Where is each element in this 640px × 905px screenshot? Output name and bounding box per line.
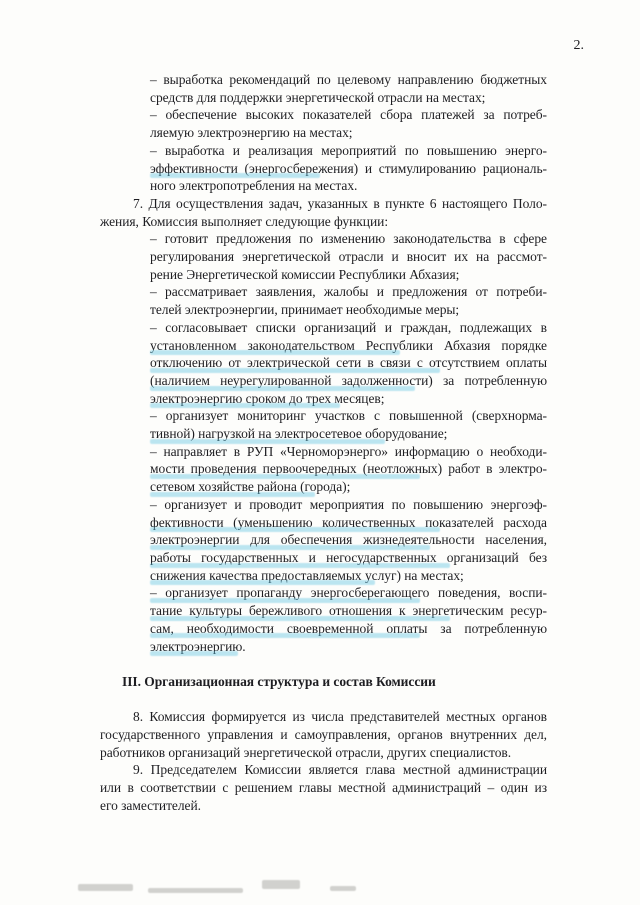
numbered-paragraph [100, 761, 547, 814]
numbered-paragraph [100, 708, 547, 761]
list-item [150, 319, 547, 408]
text-line: (наличием неурегулированной задолженности) за потребленную [150, 372, 547, 388]
text-line: работы государственных и негосударственных организаций без [150, 549, 547, 565]
text-line: рение Энергетической комиссии Республики Абхазия; [150, 266, 460, 282]
text-line: его заместителей. [100, 797, 202, 813]
text-line: фективности (уменьшению количественных показателей расхода [150, 514, 547, 530]
text-line: государственного управления и самоуправления, органов внутренних дел, [100, 726, 547, 742]
text-line: электроэнергию сроком до трех месяцев; [150, 390, 385, 406]
text-line: сетевом хозяйстве района (города); [150, 479, 351, 495]
page-number: 2. [573, 38, 584, 53]
text-line: эффективности (энергосбережения) и стимулированию рациональ- [150, 160, 547, 176]
document-body [100, 71, 547, 815]
scan-artifact [78, 884, 133, 891]
text-line: тание культуры бережливого отношения к энергетическим ресур- [150, 603, 547, 619]
list-item [150, 71, 547, 106]
text-line: – готовит предложения по изменению законодательства в сфере [150, 231, 547, 247]
list-item [150, 142, 547, 195]
text-line: или в соответствии с решением главы местной администраций – один из [100, 780, 547, 796]
text-line: сам, необходимости своевременной оплаты за потребленную [150, 620, 547, 636]
text-line: – рассматривает заявления, жалобы и предложения от потреби- [150, 284, 547, 300]
text-line: ляемую электроэнергию на местах; [150, 125, 353, 141]
text-line: – выработка рекомендаций по целевому направлению бюджетных [150, 72, 547, 87]
scan-artifact [262, 880, 300, 889]
scan-artifact [330, 886, 356, 891]
text-line: 8. Комиссия формируется из числа представителей местных органов [133, 709, 547, 725]
scan-artifact [148, 888, 243, 893]
text-line: мости проведения первоочередных (неотложных) работ в электро- [150, 461, 547, 477]
text-line: – выработка и реализация мероприятий по повышению энерго- [150, 142, 547, 158]
text-line: – согласовывает списки организаций и граждан, подлежащих в [150, 319, 547, 335]
list-item [150, 496, 547, 585]
list-item [150, 283, 547, 318]
text-line: установленном законодательством Республики Абхазия порядке [150, 337, 547, 353]
text-line: жения, Комиссия выполняет следующие функции: [100, 213, 389, 229]
numbered-paragraph [100, 195, 547, 230]
text-line: электроэнергию. [150, 638, 246, 654]
text-line: тивной) нагрузкой на электросетевое оборудование; [150, 426, 448, 442]
text-line: отключению от электрической сети в связи с отсутствием оплаты [150, 355, 547, 371]
text-line: – организует пропаганду энергосберегающего поведения, воспи- [150, 585, 547, 601]
list-item [150, 584, 547, 655]
list-item [150, 106, 547, 141]
list-item [150, 230, 547, 283]
text-line: снижения качества предоставляемых услуг) на местах; [150, 567, 464, 583]
text-line: электроэнергии для обеспечения жизнедеятельности населения, [150, 532, 547, 548]
text-line: – организует мониторинг участков с повышенной (сверхнорма- [150, 408, 547, 424]
text-line: 9. Председателем Комиссии является глава местной администрации [133, 762, 547, 778]
text-line: работников организаций энергетической отрасли, других специалистов. [100, 744, 512, 760]
section-heading [122, 673, 547, 691]
text-line: – направляет в РУП «Черноморэнерго» информацию о необходи- [150, 443, 547, 459]
text-line: 7. Для осуществления задач, указанных в пункте 6 настоящего Поло- [133, 195, 547, 211]
text-line: регулирования энергетической отрасли и вносит их на рассмот- [150, 249, 547, 265]
text-line: телей электроэнергии, принимает необходимые меры; [150, 302, 460, 318]
text-line: – организует и проводит мероприятия по повышению энергоэф- [150, 496, 547, 512]
text-line: ного электропотребления на местах. [150, 178, 358, 194]
text-line: средств для поддержки энергетической отрасли на местах; [150, 89, 486, 105]
list-item [150, 443, 547, 496]
text-line: III. Организационная структура и состав Комиссии [122, 673, 436, 689]
text-line: – обеспечение высоких показателей сбора платежей за потреб- [150, 107, 547, 123]
list-item [150, 407, 547, 442]
